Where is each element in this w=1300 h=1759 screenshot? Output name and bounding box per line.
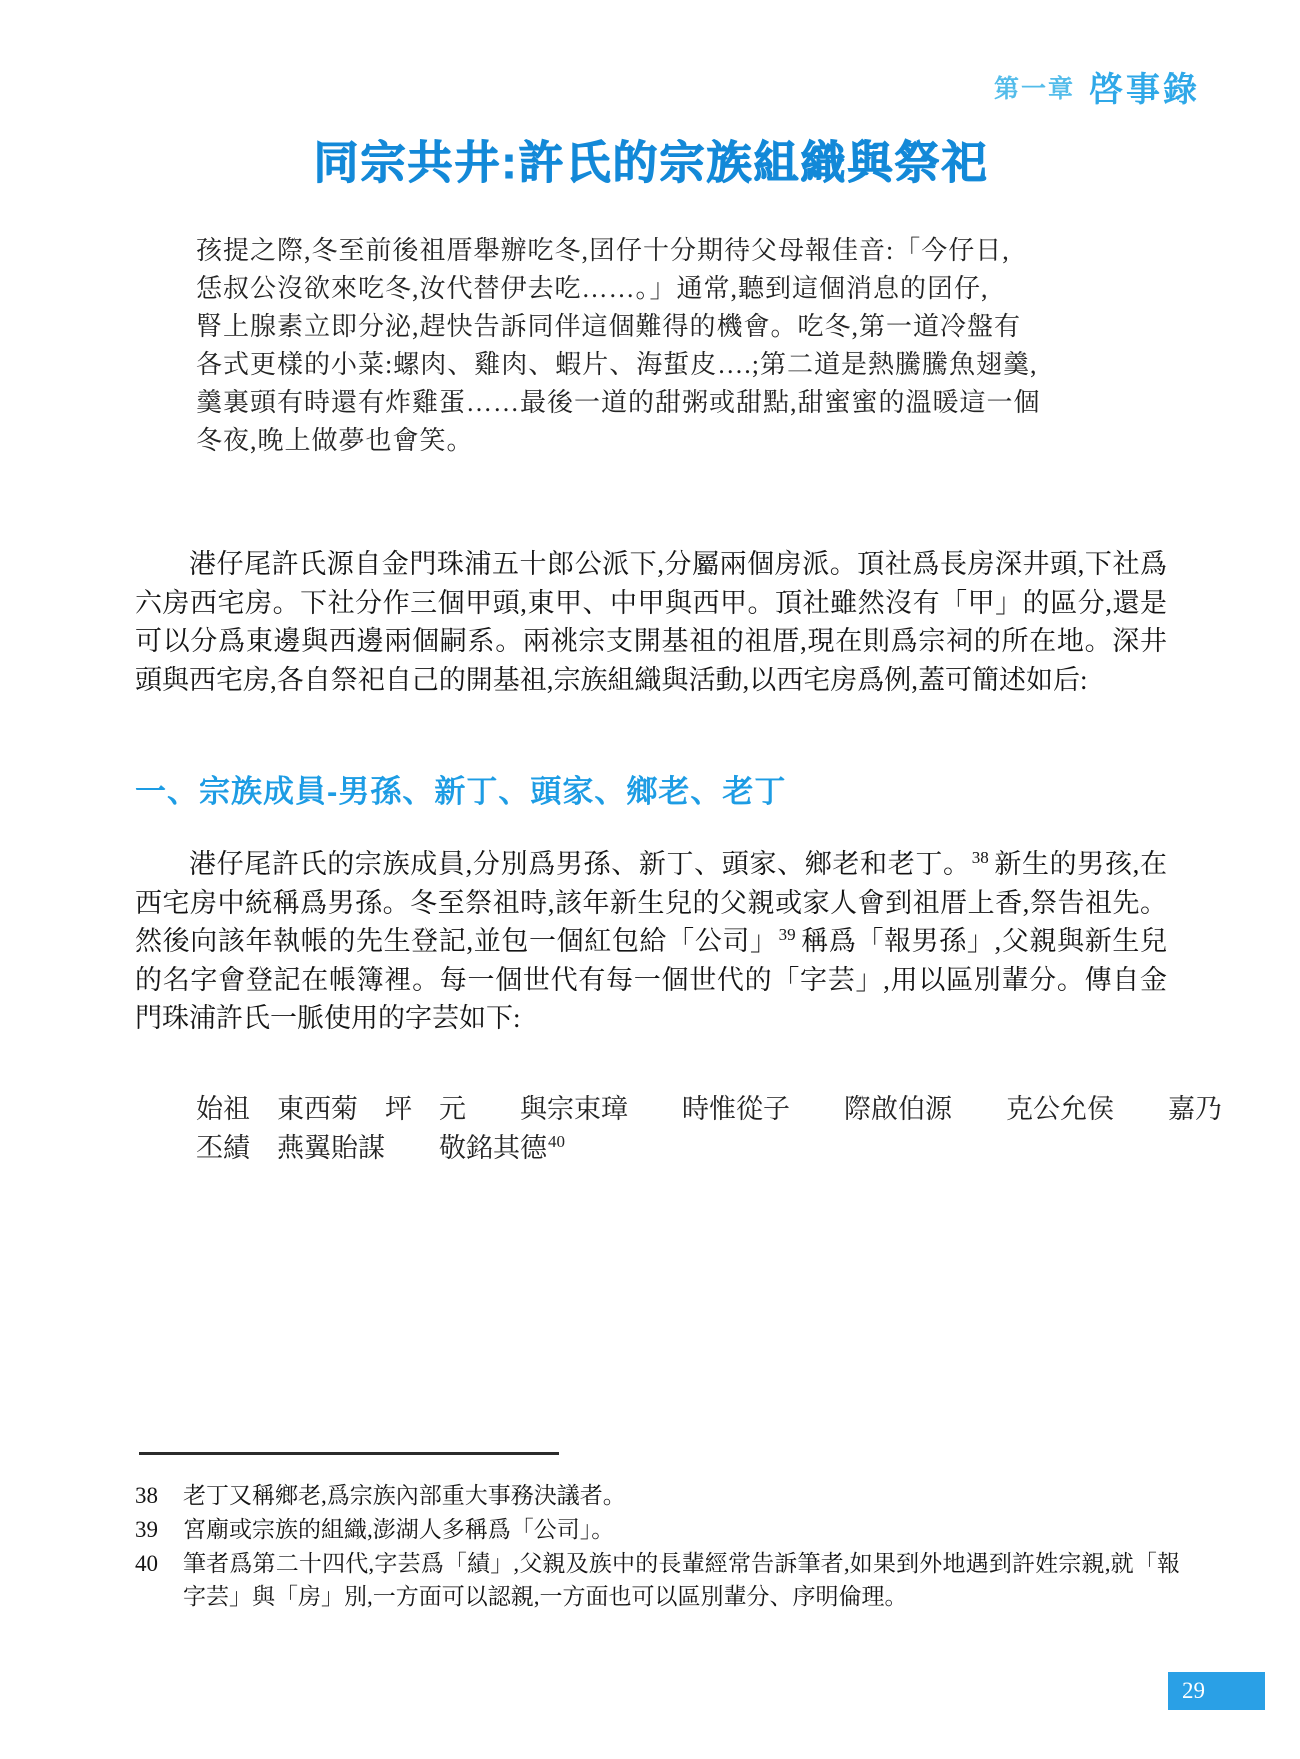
footnote-text: 宮廟或宗族的組織,澎湖人多稱爲「公司」。 <box>183 1517 615 1542</box>
quote-line: 腎上腺素立即分泌,趕快告訴同伴這個難得的機會。吃冬,第一道冷盤有 <box>196 312 1022 341</box>
generation-name-poem <box>196 1090 1222 1168</box>
footnote-number: 38 <box>135 1483 158 1508</box>
quote-line: 羹裏頭有時還有炸雞蛋……最後一道的甜粥或甜點,甜蜜蜜的溫暖這一個 <box>196 388 1041 417</box>
body-paragraph-lineage: 港仔尾許氏源自金門珠浦五十郎公派下,分屬兩個房派。頂社爲長房深井頭,下社爲六房西宅房。下社分作三個甲頭,東甲、中甲與西甲。頂社雖然沒有「甲」的區分,還是可以分爲東邊與西邊兩個嗣系。兩祧宗支開基祖的祖厝,現在則爲宗祠的所在地。深井頭與西宅房,各自祭祀自己的開基祖,宗族組織與活動,以西宅房爲例,蓋可簡述如后: <box>135 549 1167 695</box>
body-text-segment: 港仔尾許氏的宗族成員,分別爲男孫、新丁、頭家、鄉老和老丁。 <box>189 849 971 879</box>
page-number: 29 <box>1182 1678 1205 1703</box>
section-heading-members: 一、宗族成員-男孫、新丁、頭家、鄉老、老丁 <box>135 774 787 809</box>
quote-line: 各式更樣的小菜:螺肉、雞肉、蝦片、海蜇皮….;第二道是熱騰騰魚翅羹, <box>196 350 1038 379</box>
footnote-text: 老丁又稱鄉老,爲宗族內部重大事務決議者。 <box>183 1483 626 1508</box>
page-number-badge <box>1168 1672 1265 1710</box>
footnote-ref-38: 38 <box>971 848 989 867</box>
footnote-item <box>135 1513 1180 1546</box>
quote-line: 孩提之際,冬至前後祖厝舉辦吃冬,囝仔十分期待父母報佳音:「今仔日, <box>196 236 1010 265</box>
footnote-ref-39: 39 <box>778 925 796 944</box>
footnote-text: 筆者爲第二十四代,字芸爲「績」,父親及族中的長輩經常告訴筆者,如果到外地遇到許姓宗親,就「報字芸」與「房」別,一方面可以認親,一方面也可以區別輩分、序明倫理。 <box>183 1551 1180 1609</box>
page-title: 同宗共井:許氏的宗族組織與祭祀 <box>313 137 989 188</box>
footnote-item <box>135 1547 1180 1613</box>
body-text-segment: 新生的男孩,在西宅房中統稱爲男孫。冬至祭祖時,該年新生兒的父親或家人會到祖厝上香,祭告祖先。然後向該年執帳的先生登記,並包一個紅包給「公司」 <box>135 849 1168 956</box>
chapter-header <box>0 62 1200 111</box>
footnote-number: 39 <box>135 1517 158 1542</box>
footnote-ref-40: 40 <box>548 1132 565 1151</box>
footnote-item <box>135 1479 1180 1512</box>
poem-line <box>196 1129 1156 1168</box>
chapter-number-label: 第一章 <box>993 74 1075 103</box>
opening-quote <box>196 232 1110 460</box>
quote-line: 冬夜,晚上做夢也會笑。 <box>196 426 474 455</box>
chapter-title: 啓事錄 <box>1089 71 1200 109</box>
footnote-divider <box>139 1452 559 1455</box>
poem-text: 丕績 燕翼貽謀 敬銘其德 <box>196 1133 547 1163</box>
footnotes-section <box>135 1452 1180 1614</box>
poem-line: 始祖 東西菊 坪 元 與宗束璋 時惟從子 際啟伯源 克公允侯 嘉乃 <box>196 1094 1222 1124</box>
footnote-number: 40 <box>135 1551 158 1576</box>
quote-line: 恁叔公沒欲來吃冬,汝代替伊去吃……。」通常,聽到這個消息的囝仔, <box>196 274 989 303</box>
body-text-segment: 稱爲「報男孫」,父親與新生兒的名字會登記在帳簿裡。每一個世代有每一個世代的「字芸」,用以區別輩分。傳自金門珠浦許氏一脈使用的字芸如下: <box>135 926 1168 1033</box>
body-paragraph-members <box>135 845 1167 1038</box>
